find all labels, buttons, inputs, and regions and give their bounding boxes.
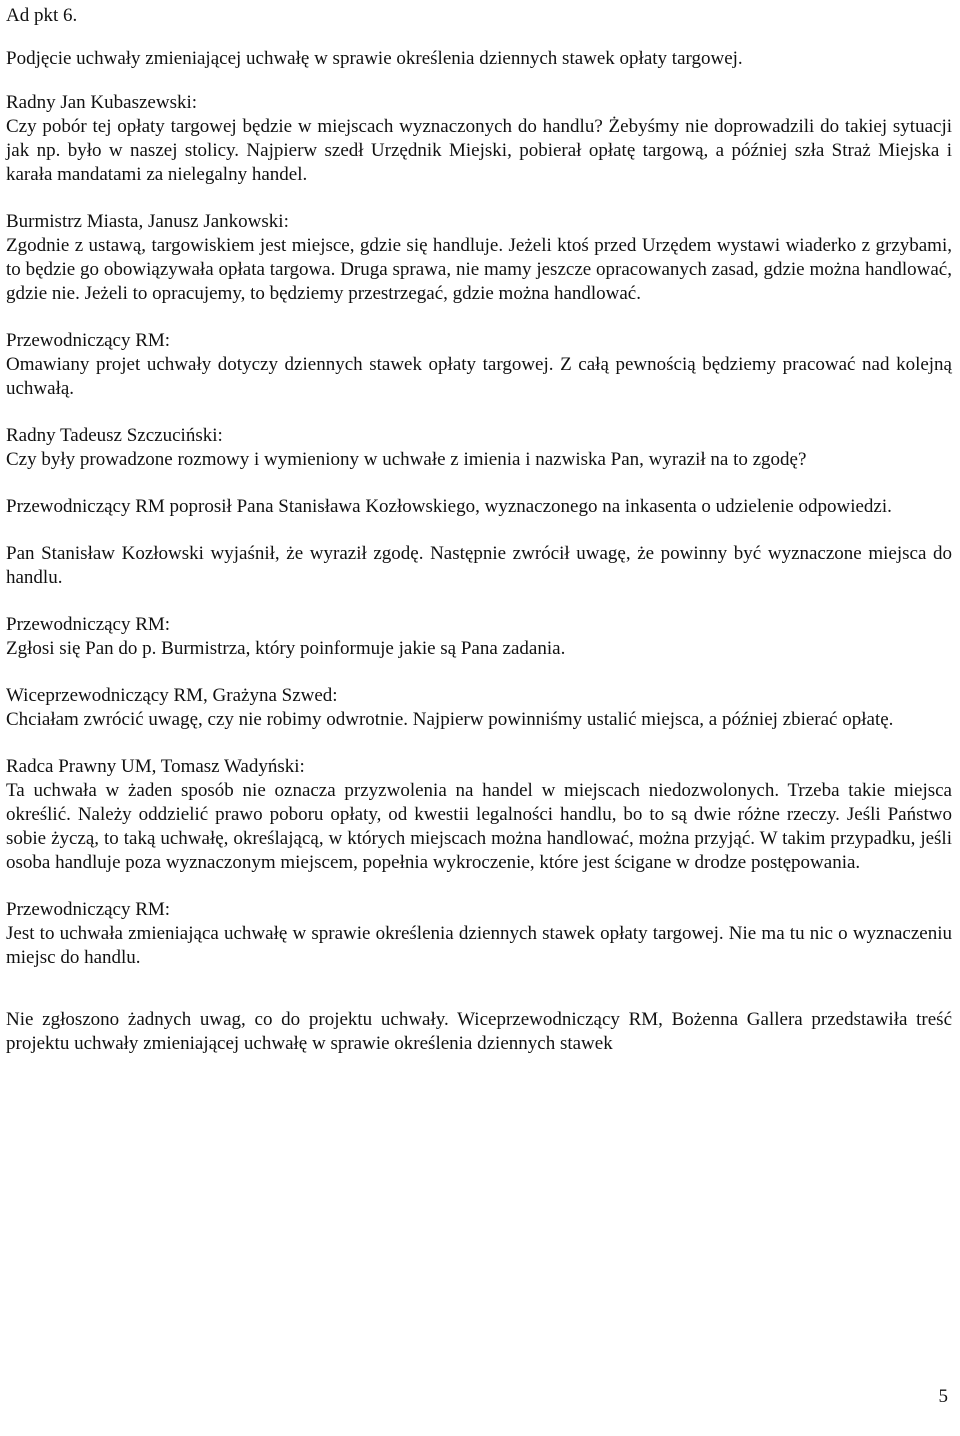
statement-block [6, 684, 952, 732]
statement-text: Chciałam zwrócić uwagę, czy nie robimy odwrotnie. Najpierw powinniśmy ustalić miejsca, a później zbierać opłatę. [6, 709, 894, 730]
speaker-name: Przewodniczący RM: [6, 899, 171, 920]
statement-text: Ta uchwała w żaden sposób nie oznacza przyzwolenia na handel w miejscach niedozwolonych. Trzeba takie miejsca określić. Należy oddzielić prawo poboru opłaty, od kwestii legalności handlu, bo to są dwie różne rzeczy. Jeśli Państwo sobie życzą, to taką uchwałę, określającą, w których miejscach można handlować, można przyjąć. W takim przypadku, jeśli osoba handluje poza wyznaczonym miejscem, popełnia wykroczenie, które jest ścigane w drodze postępowania. [6, 780, 952, 873]
statement-block [6, 898, 952, 970]
speaker-name: Burmistrz Miasta, Janusz Jankowski: [6, 211, 289, 232]
speaker-name: Radny Jan Kubaszewski: [6, 92, 198, 113]
statement-block [6, 210, 952, 306]
speaker-name: Radca Prawny UM, Tomasz Wadyński: [6, 756, 305, 777]
speaker-name: Przewodniczący RM: [6, 330, 171, 351]
statement-block [6, 424, 952, 472]
statement-text: Czy były prowadzone rozmowy i wymieniony w uchwałe z imienia i nazwiska Pan, wyraził na to zgodę? [6, 449, 807, 470]
statement-block [6, 329, 952, 401]
agenda-item-subject: Podjęcie uchwały zmieniającej uchwałę w sprawie określenia dziennych stawek opłaty targowej. [6, 48, 743, 69]
speaker-name: Radny Tadeusz Szczuciński: [6, 425, 223, 446]
statement-text: Zgłosi się Pan do p. Burmistrza, który poinformuje jakie są Pana zadania. [6, 638, 566, 659]
statement-block [6, 613, 952, 661]
narrative-text: Przewodniczący RM poprosił Pana Stanisława Kozłowskiego, wyznaczonego na inkasenta o udzielenie odpowiedzi. [6, 496, 892, 517]
statement-text: Jest to uchwała zmieniająca uchwałę w sprawie określenia dziennych stawek opłaty targowej. Nie ma tu nic o wyznaczeniu miejsc do handlu. [6, 923, 952, 968]
statement-text: Zgodnie z ustawą, targowiskiem jest miejsce, gdzie się handluje. Jeżeli ktoś przed Urzędem wystawi wiaderko z grzybami, to będzie go obowiązywała opłata targowa. Druga sprawa, nie mamy jeszcze opracowanych zasad, gdzie można handlować, gdzie nie. Jeżeli to opracujemy, to będziemy przestrzegać, gdzie można handlować. [6, 235, 952, 304]
statement-text: Omawiany projet uchwały dotyczy dziennych stawek opłaty targowej. Z całą pewnością będziemy pracować nad kolejną uchwałą. [6, 354, 952, 399]
narrative-block [6, 495, 952, 519]
narrative-block [6, 542, 952, 590]
narrative-text: Pan Stanisław Kozłowski wyjaśnił, że wyraził zgodę. Następnie zwrócił uwagę, że powinny być wyznaczone miejsca do handlu. [6, 543, 952, 588]
statement-block [6, 91, 952, 187]
speaker-name: Przewodniczący RM: [6, 614, 171, 635]
statement-text: Czy pobór tej opłaty targowej będzie w miejscach wyznaczonych do handlu? Żebyśmy nie doprowadzili do takiej sytuacji jak np. było w naszej stolicy. Najpierw szedł Urzędnik Miejski, pobierał opłatę targową, a później szła Straż Miejska i karała mandatami za nielegalny handel. [6, 116, 952, 185]
agenda-item-heading: Ad pkt 6. [6, 5, 78, 26]
statement-block [6, 755, 952, 875]
closing-paragraph: Nie zgłoszono żadnych uwag, co do projektu uchwały. Wiceprzewodniczący RM, Bożenna Gallera przedstawiła treść projektu uchwały zmieniającej uchwałę w sprawie określenia dziennych stawek [6, 1009, 952, 1054]
page-number: 5 [938, 1386, 948, 1407]
speaker-name: Wiceprzewodniczący RM, Grażyna Szwed: [6, 685, 338, 706]
